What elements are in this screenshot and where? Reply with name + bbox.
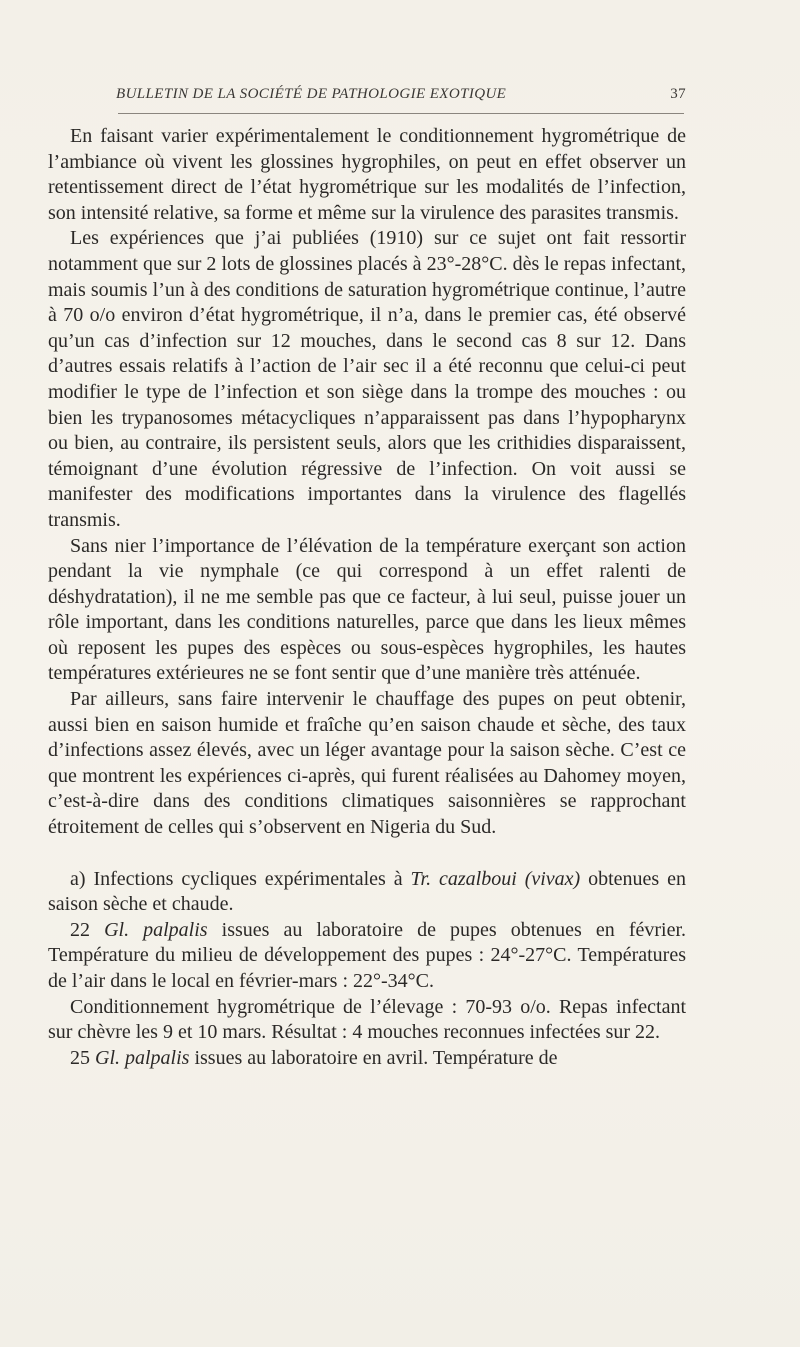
paragraph-hygrometry: En faisant varier expérimentalement le conditionnement hygrométrique de l’ambiance où vivent les glossines hygrophiles, on peut en effet observer un retentissement direct de l’état hygrométrique sur les modalités de l’infection, son intensité relative, sa forme et même sur la virulence des parasites transmis. <box>48 125 686 224</box>
lot-description: issues au laboratoire en avril. Température de <box>189 1046 558 1069</box>
lot-count: 22 <box>70 918 105 941</box>
paragraph-lot-25 <box>48 1046 686 1072</box>
section-heading-a <box>48 867 686 918</box>
section-heading-prefix: a) Infections cycliques expérimentales à <box>70 867 411 890</box>
journal-title: BULLETIN DE LA SOCIÉTÉ DE PATHOLOGIE EXOTIQUE <box>116 86 507 102</box>
running-head <box>116 86 686 110</box>
paragraph-conditioning: Conditionnement hygrométrique de l’élevage : 70-93 o/o. Repas infectant sur chèvre les 9 et 10 mars. Résultat : 4 mouches reconnues infectées sur 22. <box>48 995 686 1044</box>
species-name: Gl. palpalis <box>104 918 208 941</box>
species-name: Gl. palpalis <box>95 1046 190 1069</box>
paragraph-experiments-1910: Les expériences que j’ai publiées (1910) sur ce sujet ont fait ressortir notamment que sur 2 lots de glossines placés à 23°-28°C. dès le repas infectant, mais soumis l’un à des conditions de saturation hygrométrique continue, l’autre à 70 o/o environ d’état hygrométrique, il n’a, dans le premier cas, été observé qu’un cas d’infection sur 12 mouches, dans le second cas 8 sur 12. Dans d’autres essais relatifs à l’action de l’air sec il a été reconnu que celui-ci peut modifier le type de l’infection et son siège dans la trompe des mouches : ou bien les trypanosomes métacycliques n’apparaissent pas dans l’hypopharynx ou bien, au contraire, ils persistent seuls, alors que les crithidies disparaissent, témoignant d’une évolution régressive de l’infection. On voit aussi se manifester des modifications importantes dans la virulence des flagellés transmis. <box>48 227 686 531</box>
species-name: Tr. cazalboui (vivax) <box>410 867 581 890</box>
paragraph-lot-22 <box>48 918 686 995</box>
lot-count: 25 <box>70 1046 95 1069</box>
page-number: 37 <box>670 86 686 102</box>
lot-description: issues au laboratoire de pupes obtenues en février. Température du milieu de développement des pupes : 24°-27°C. Températures de l’air dans le local en février-mars : 22°-34°C. <box>48 918 687 992</box>
paragraph-temperature: Sans nier l’importance de l’élévation de la température exerçant son action pendant la vie nymphale (ce qui correspond à un effet ralenti de déshydratation), il ne me semble pas que ce facteur, à lui seul, puisse jouer un rôle important, dans les conditions naturelles, parce que dans les lieux mêmes où reposent les pupes des espèces ou sous-espèces hygrophiles, les hautes températures extérieures ne se font sentir que d’une manière très atténuée. <box>48 534 686 685</box>
paragraph-seasons: Par ailleurs, sans faire intervenir le chauffage des pupes on peut obtenir, aussi bien en saison humide et fraîche qu’en saison chaude et sèche, des taux d’infections assez élevés, avec un léger avantage pour la saison sèche. C’est ce que montrent les expériences ci-après, qui furent réalisées au Dahomey moyen, c’est-à-dire dans des conditions climatiques saisonnières se rapprochant étroitement de celles qui s’observent en Nigeria du Sud. <box>48 688 686 839</box>
header-rule <box>118 113 684 114</box>
body-text <box>48 124 686 1071</box>
section-heading-suffix: obtenues en saison sèche et chaude. <box>48 867 686 916</box>
